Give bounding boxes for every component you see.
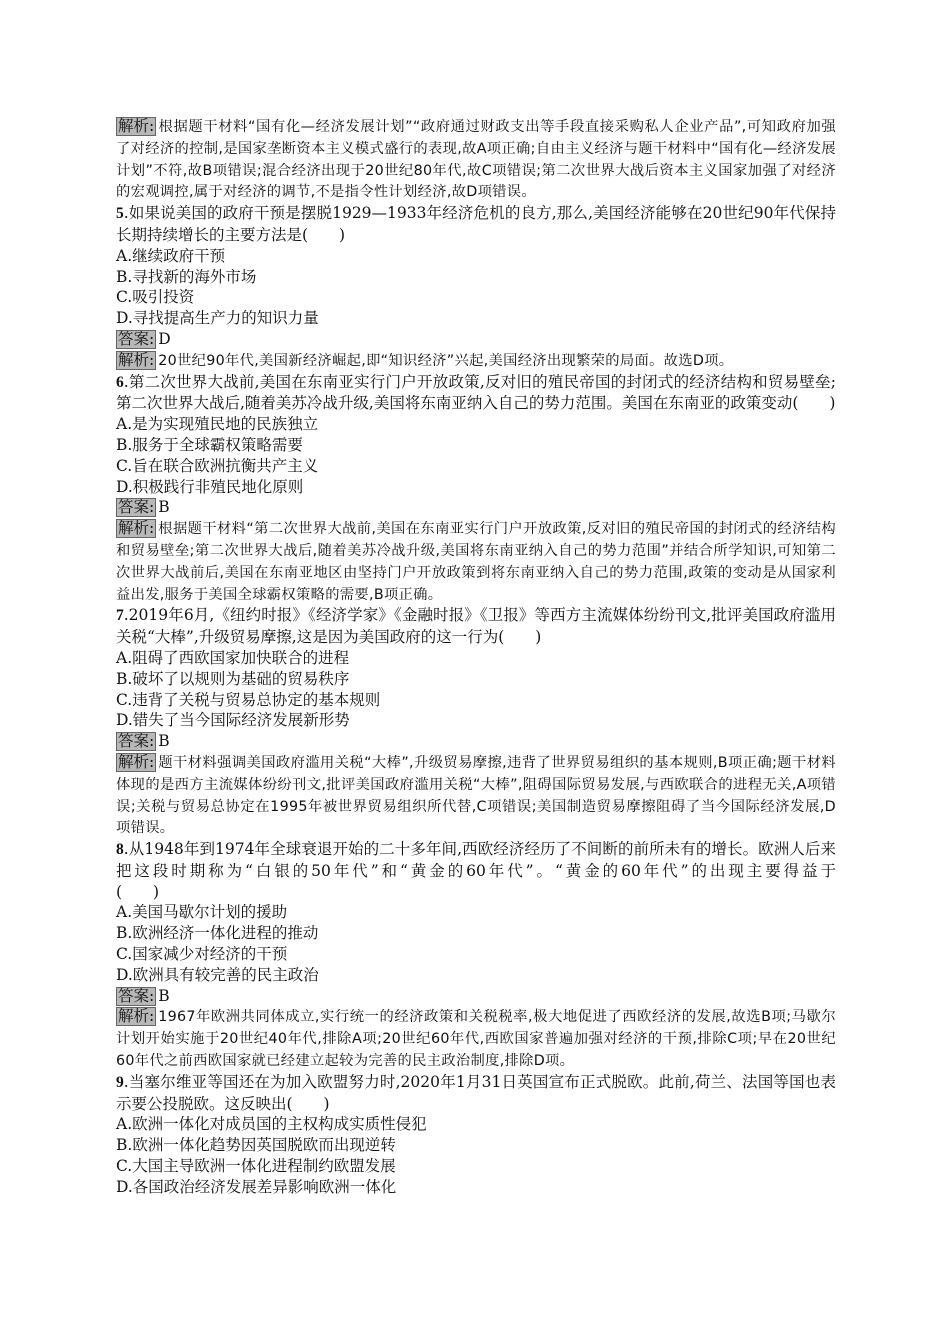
option-a: A.继续政府干预 <box>116 246 226 265</box>
question-stem: .当塞尔维亚等国还在为加入欧盟努力时,2020年1月31日英国宣布正式脱欧。此前,荷兰、法国等国也表示要公投脱欧。这反映出( ) <box>116 1072 836 1113</box>
question-7 <box>116 605 836 648</box>
option-a: A.欧洲一体化对成员国的主权构成实质性侵犯 <box>116 1115 427 1134</box>
option-c: C.大国主导欧洲一体化进程制约欧盟发展 <box>116 1157 396 1176</box>
question-stem: .第二次世界大战前,美国在东南亚实行门户开放政策,反对旧的殖民帝国的封闭式的经济结构和贸易壁垒;第二次世界大战后,随着美苏冷战升级,美国将东南亚纳入自己的势力范围。美国在东南亚的政策变动( ) <box>116 372 836 413</box>
answer-label: 答案: <box>118 498 155 517</box>
option-d: D.积极践行非殖民地化原则 <box>116 477 304 496</box>
option-a: A.美国马歇尔计划的援助 <box>116 903 288 922</box>
answer-value: D <box>158 329 171 348</box>
analysis-label: 解析: <box>118 519 155 538</box>
question-number: 6 <box>116 373 124 391</box>
document-page <box>116 116 930 1198</box>
option-b: B.服务于全球霸权策略需要 <box>116 435 303 454</box>
answer-value: B <box>158 498 170 517</box>
analysis-label: 解析: <box>118 350 155 369</box>
option-d: D.寻找提高生产力的知识力量 <box>116 309 319 328</box>
question-number: 7 <box>116 607 124 625</box>
question-stem: .2019年6月,《纽约时报》《经济学家》《金融时报》《卫报》等西方主流媒体纷纷刊文,批评美国政府滥用关税“大棒”,升级贸易摩擦,这是因为美国政府的这一行为( ) <box>116 606 836 647</box>
analysis-label: 解析: <box>118 752 155 771</box>
analysis-block-5 <box>116 350 836 372</box>
analysis-label: 解析: <box>118 1007 155 1026</box>
question-stem: .如果说美国的政府干预是摆脱1929—1933年经济危机的良方,那么,美国经济能够在20世纪90年代保持长期持续增长的主要方法是( ) <box>116 204 836 244</box>
analysis-block-8 <box>116 1006 836 1071</box>
answer-block-7 <box>116 731 836 752</box>
answer-label: 答案: <box>118 329 155 348</box>
question-number: 5 <box>116 205 124 223</box>
option-d: D.欧洲具有较完善的民主政治 <box>116 965 319 984</box>
analysis-block-7 <box>116 752 836 839</box>
analysis-block-4 <box>116 116 836 203</box>
analysis-block-6 <box>116 518 836 605</box>
option-c: C.吸引投资 <box>116 288 195 307</box>
answer-label: 答案: <box>118 732 155 751</box>
option-b: B.欧洲经济一体化进程的推动 <box>116 924 319 943</box>
option-d: D.错失了当今国际经济发展新形势 <box>116 711 350 730</box>
question-8 <box>116 839 930 902</box>
option-b: B.破坏了以规则为基础的贸易秩序 <box>116 669 350 688</box>
question-number: 8 <box>116 841 124 859</box>
answer-block-8 <box>116 986 836 1007</box>
answer-block-6 <box>116 497 836 518</box>
option-d: D.各国政治经济发展差异影响欧洲一体化 <box>116 1177 397 1196</box>
option-c: C.旨在联合欧洲抗衡共产主义 <box>116 456 319 475</box>
answer-block-5 <box>116 329 836 350</box>
analysis-text: 根据题干材料“国有化—经济发展计划”“政府通过财政支出等手段直接采购私人企业产品”,可知政府加强了对经济的控制,是国家垄断资本主义模式盛行的表现,故A项正确;自由主义经济与题干材料中“国有化—经济发展计划”不符,故B项错误;混合经济出现于20世纪80年代,故C项错误;第二次世界大战后资本主义国家加强了对经济的宏观调控,属于对经济的调节,不是指令性计划经济,故D项错误。 <box>116 119 836 201</box>
option-b: B.寻找新的海外市场 <box>116 267 257 286</box>
option-c: C.国家减少对经济的干预 <box>116 945 288 964</box>
answer-label: 答案: <box>118 986 155 1005</box>
answer-value: B <box>158 986 170 1005</box>
question-number: 9 <box>116 1073 124 1091</box>
option-b: B.欧洲一体化趋势因英国脱欧而出现逆转 <box>116 1136 396 1155</box>
option-a: A.阻碍了西欧国家加快联合的进程 <box>116 648 350 667</box>
answer-value: B <box>158 732 170 751</box>
option-c: C.违背了关税与贸易总协定的基本规则 <box>116 690 381 709</box>
analysis-text: 1967年欧洲共同体成立,实行统一的经济政策和关税税率,极大地促进了西欧经济的发展,故选B项;马歇尔计划开始实施于20世纪40年代,排除A项;20世纪60年代,西欧国家普遍加强对经济的干预,排除C项;早在20世纪60年代之前西欧国家就已经建立起较为完善的民主政治制度,排除D项。 <box>116 1009 836 1070</box>
question-9 <box>116 1072 836 1115</box>
analysis-text: 根据题干材料“第二次世界大战前,美国在东南亚实行门户开放政策,反对旧的殖民帝国的封闭式的经济结构和贸易壁垒;第二次世界大战后,随着美苏冷战升级,美国将东南亚纳入自己的势力范围”并结合所学知识,可知第二次世界大战前后,美国在东南亚地区由坚持门户开放政策到将东南亚纳入自己的势力范围,政策的变动是从国家利益出发,服务于美国全球霸权策略的需要,B项正确。 <box>116 521 836 603</box>
question-5 <box>116 203 836 246</box>
option-a: A.是为实现殖民地的民族独立 <box>116 415 319 434</box>
analysis-text: 20世纪90年代,美国新经济崛起,即“知识经济”兴起,美国经济出现繁荣的局面。故选D项。 <box>158 352 734 369</box>
question-stem: .从1948年到1974年全球衰退开始的二十多年间,西欧经济经历了不间断的前所未有的增长。欧洲人后来把这段时期称为“白银的50年代”和“黄金的60年代”。“黄金的60年代”的出现主要得益于 ( ) <box>116 840 930 901</box>
analysis-label: 解析: <box>118 117 155 135</box>
question-6 <box>116 372 836 415</box>
analysis-text: 题干材料强调美国政府滥用关税“大棒”,升级贸易摩擦,违背了世界贸易组织的基本规则,B项正确;题干材料体现的是西方主流媒体纷纷刊文,批评美国政府滥用关税“大棒”,阻碍国际贸易发展,与西欧联合的进程无关,A项错误;关税与贸易总协定在1995年被世界贸易组织所代替,C项错误;美国制造贸易摩擦阻碍了当今国际经济发展,D项错误。 <box>116 754 836 837</box>
